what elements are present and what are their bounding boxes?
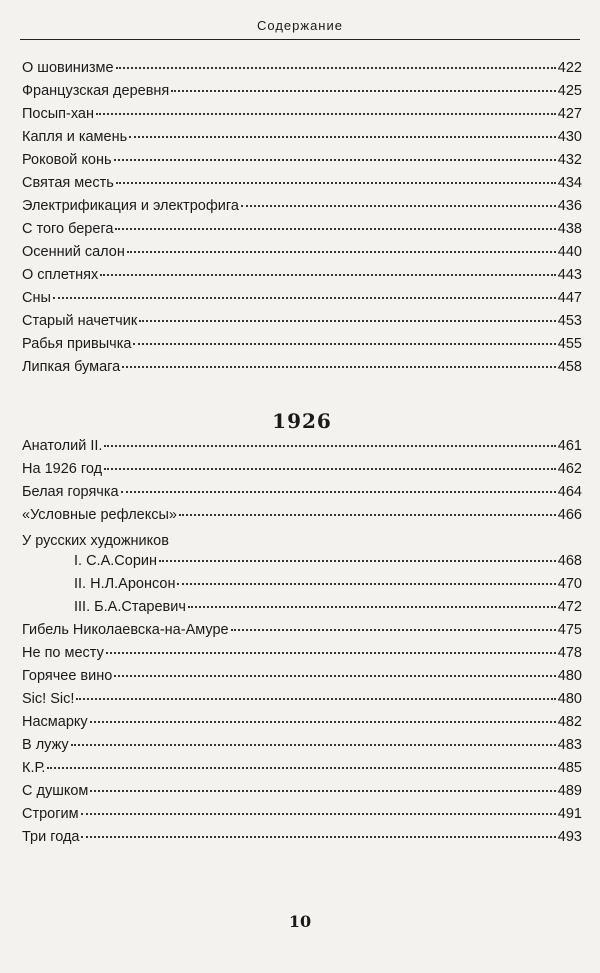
toc-entry [22, 553, 582, 576]
toc-entry [22, 507, 582, 530]
entry-title: С душком [22, 783, 89, 799]
dot-leader [241, 205, 556, 207]
entry-page: 425 [557, 83, 582, 99]
toc-section-1 [22, 60, 582, 382]
toc-entry [22, 760, 582, 783]
toc-entry [22, 806, 582, 829]
entry-title: Французская деревня [22, 83, 170, 99]
entry-title: III. Б.А.Старевич [74, 599, 186, 615]
dot-leader [116, 182, 556, 184]
entry-page: 483 [557, 737, 582, 753]
dot-leader [71, 744, 556, 746]
dot-leader [188, 606, 556, 608]
page-number: 10 [288, 912, 312, 931]
dot-leader [81, 813, 556, 815]
toc-entry [22, 267, 582, 290]
entry-page: 493 [557, 829, 582, 845]
dot-leader [159, 560, 556, 562]
entry-page: 461 [557, 438, 582, 454]
header-title: Содержание [257, 18, 343, 33]
entry-title: «Условные рефлексы» [22, 507, 177, 523]
entry-page: 475 [557, 622, 582, 638]
toc-entry [22, 737, 582, 760]
entry-page: 491 [557, 806, 582, 822]
toc-entry [22, 60, 582, 83]
entry-page: 443 [557, 267, 582, 283]
dot-leader [122, 366, 556, 368]
dot-leader [81, 836, 555, 838]
dot-leader [100, 274, 556, 276]
dot-leader [90, 790, 555, 792]
toc-entry [22, 829, 582, 852]
dot-leader [104, 445, 555, 447]
toc-entry [22, 198, 582, 221]
dot-leader [129, 136, 556, 138]
entry-title: Белая горячка [22, 484, 119, 500]
entry-title: Электрификация и электрофига [22, 198, 239, 214]
entry-page: 455 [557, 336, 582, 352]
toc-entry [22, 290, 582, 313]
entry-title: К.Р. [22, 760, 46, 776]
entry-title: Насмарку [22, 714, 88, 730]
toc-subitems [22, 553, 582, 622]
entry-title: О сплетнях [22, 267, 99, 283]
year-heading: 1926 [272, 409, 332, 433]
dot-leader [76, 698, 555, 700]
toc-group-2b [22, 622, 582, 852]
entry-title: Три года [22, 829, 80, 845]
dot-leader [231, 629, 556, 631]
dot-leader [114, 675, 556, 677]
entry-page: 458 [557, 359, 582, 375]
dot-leader [121, 491, 556, 493]
entry-title: II. Н.Л.Аронсон [74, 576, 176, 592]
dot-leader [127, 251, 556, 253]
running-header [20, 18, 580, 40]
entry-title: Sic! Sic! [22, 691, 75, 707]
toc-entry [22, 336, 582, 359]
dot-leader [177, 583, 555, 585]
toc-section-1926 [22, 404, 582, 852]
entry-title: Осенний салон [22, 244, 125, 260]
toc-entry [22, 313, 582, 336]
entry-page: 422 [557, 60, 582, 76]
toc-entry [22, 244, 582, 267]
toc-entry [22, 438, 582, 461]
toc-group-2a [22, 438, 582, 530]
dot-leader [104, 468, 556, 470]
entry-page: 480 [557, 691, 582, 707]
dot-leader [133, 343, 555, 345]
entry-title: Сны [22, 290, 51, 306]
dot-leader [115, 228, 555, 230]
toc-entry [22, 129, 582, 152]
entry-page: 438 [557, 221, 582, 237]
toc-entry [22, 175, 582, 198]
dot-leader [171, 90, 556, 92]
entry-page: 485 [557, 760, 582, 776]
entry-page: 466 [557, 507, 582, 523]
entry-title: Посып-хан [22, 106, 94, 122]
toc-entry [22, 691, 582, 714]
entry-title: I. С.А.Сорин [74, 553, 157, 569]
entry-title: Липкая бумага [22, 359, 121, 375]
toc-entry [22, 645, 582, 668]
toc-entry [22, 622, 582, 645]
dot-leader [139, 320, 556, 322]
toc-entry [22, 714, 582, 737]
entry-page: 447 [557, 290, 582, 306]
entry-title: В лужу [22, 737, 69, 753]
entry-title: С того берега [22, 221, 114, 237]
dot-leader [179, 514, 556, 516]
entry-page: 436 [557, 198, 582, 214]
entry-page: 480 [557, 668, 582, 684]
toc-entry [22, 783, 582, 806]
entry-page: 432 [557, 152, 582, 168]
toc-entry [22, 152, 582, 175]
dot-leader [116, 67, 556, 69]
entry-page: 462 [557, 461, 582, 477]
entry-page: 430 [557, 129, 582, 145]
toc-entry [22, 484, 582, 507]
entry-title: Святая месть [22, 175, 114, 191]
entry-page: 472 [557, 599, 582, 615]
entry-page: 427 [557, 106, 582, 122]
entry-page: 482 [557, 714, 582, 730]
entry-title: Старый начетчик [22, 313, 138, 329]
dot-leader [90, 721, 556, 723]
entry-page: 464 [557, 484, 582, 500]
toc-entry [22, 221, 582, 244]
dot-leader [114, 159, 556, 161]
toc-entry [22, 359, 582, 382]
toc-entry [22, 576, 582, 599]
entry-page: 478 [557, 645, 582, 661]
toc-entry [22, 106, 582, 129]
entry-page: 434 [557, 175, 582, 191]
entry-page: 489 [557, 783, 582, 799]
entry-title: Гибель Николаевска-на-Амуре [22, 622, 229, 638]
entry-title: Роковой конь [22, 152, 112, 168]
entry-title: Рабья привычка [22, 336, 132, 352]
entry-title: Не по месту [22, 645, 104, 661]
dot-leader [53, 297, 556, 299]
toc-entry [22, 599, 582, 622]
dot-leader [47, 767, 555, 769]
toc-entry [22, 83, 582, 106]
entry-title: Горячее вино [22, 668, 113, 684]
toc-entry [22, 461, 582, 484]
entry-page: 453 [557, 313, 582, 329]
dot-leader [106, 652, 556, 654]
entry-page: 468 [557, 553, 582, 569]
subheading: У русских художников [22, 533, 169, 549]
toc-entry [22, 668, 582, 691]
entry-page: 470 [557, 576, 582, 592]
entry-title: На 1926 год [22, 461, 103, 477]
entry-title: Капля и камень [22, 129, 128, 145]
entry-title: Строгим [22, 806, 79, 822]
entry-page: 440 [557, 244, 582, 260]
entry-title: Анатолий II. [22, 438, 103, 454]
entry-title: О шовинизме [22, 60, 114, 76]
dot-leader [96, 113, 556, 115]
